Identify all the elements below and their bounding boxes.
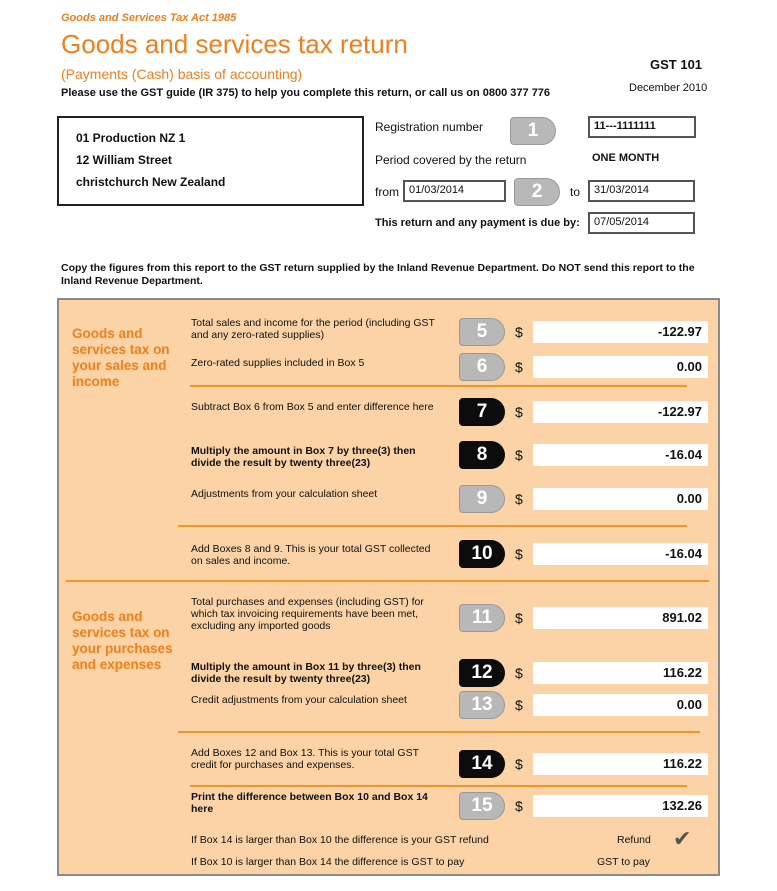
copy-instructions: Copy the figures from this report to the GST return supplied by the Inland Revenue Department. Do NOT send this report to the Inland Revenue Department.	[61, 262, 695, 287]
registration-label: Registration number	[375, 120, 484, 134]
box-8-amount[interactable]: -16.04	[533, 444, 708, 466]
address-line-3: christchurch New Zealand	[76, 175, 226, 189]
accounting-basis: (Payments (Cash) basis of accounting)	[61, 66, 303, 82]
divider	[178, 525, 687, 527]
purchases-section-heading: Goods and services tax on your purchases and expenses	[72, 609, 173, 672]
box-13-description: Credit adjustments from your calculation sheet	[191, 694, 407, 706]
box-15-marker: 15	[459, 792, 505, 820]
address-line-2: 12 William Street	[76, 153, 172, 167]
box-15-amount[interactable]: 132.26	[533, 795, 708, 817]
box-7-marker: 7	[459, 398, 505, 426]
divider	[190, 785, 687, 787]
form-code: GST 101	[650, 57, 703, 72]
period-to-field[interactable]: 31/03/2014	[588, 180, 695, 202]
pay-note: If Box 10 is larger than Box 14 the difference is GST to pay	[191, 856, 465, 868]
box-8-description: Multiply the amount in Box 7 by three(3) then divide the result by twenty three(23)	[191, 445, 416, 469]
box-14-amount[interactable]: 116.22	[533, 753, 708, 775]
box-6-description: Zero-rated supplies included in Box 5	[191, 357, 365, 369]
address-line-1: 01 Production NZ 1	[76, 131, 186, 145]
form-date: December 2010	[629, 82, 708, 94]
period-from-field[interactable]: 01/03/2014	[403, 180, 506, 202]
box-7-amount[interactable]: -122.97	[533, 401, 708, 423]
refund-check-icon: ✔	[673, 826, 692, 851]
box-10-description: Add Boxes 8 and 9. This is your total GST collected on sales and income.	[191, 543, 431, 567]
box-11-amount[interactable]: 891.02	[533, 607, 708, 629]
box-9-marker: 9	[459, 485, 505, 513]
box-9-description: Adjustments from your calculation sheet	[191, 488, 378, 500]
box-13-marker: 13	[459, 691, 505, 719]
section-divider	[66, 580, 709, 582]
box-12-amount[interactable]: 116.22	[533, 662, 708, 684]
box-7-description: Subtract Box 6 from Box 5 and enter difference here	[191, 401, 434, 413]
period-type: ONE MONTH	[592, 152, 660, 164]
from-label: from	[375, 185, 399, 199]
box-2-marker: 2	[514, 178, 560, 206]
page-title: Goods and services tax return	[61, 29, 408, 59]
box-6-marker: 6	[459, 353, 505, 381]
divider	[190, 385, 687, 387]
box-9-amount[interactable]: 0.00	[533, 488, 708, 510]
box-11-description: Total purchases and expenses (including GST) for which tax invoicing requirements have been met, excluding any imported goods	[191, 596, 424, 632]
currency-symbol: $	[515, 359, 523, 375]
sales-section-heading: Goods and services tax on your sales and income	[72, 326, 170, 389]
currency-symbol: $	[515, 798, 523, 814]
box-5-description: Total sales and income for the period (including GST and any zero-rated supplies)	[191, 317, 435, 341]
box-5-amount[interactable]: -122.97	[533, 321, 708, 343]
currency-symbol: $	[515, 610, 523, 626]
box-14-description: Add Boxes 12 and Box 13. This is your total GST credit for purchases and expenses.	[191, 747, 419, 771]
currency-symbol: $	[515, 404, 523, 420]
divider	[178, 731, 700, 733]
act-reference: Goods and Services Tax Act 1985	[61, 12, 237, 24]
box-1-marker: 1	[510, 117, 556, 145]
currency-symbol: $	[515, 665, 523, 681]
box-12-description: Multiply the amount in Box 11 by three(3) then divide the result by twenty three(23)	[191, 661, 421, 685]
address-box	[57, 116, 364, 206]
box-12-marker: 12	[459, 659, 505, 687]
registration-number-field[interactable]: 11---1111111	[588, 116, 696, 138]
period-label: Period covered by the return	[375, 153, 527, 167]
box-5-marker: 5	[459, 318, 505, 346]
due-date-field[interactable]: 07/05/2014	[588, 212, 695, 234]
box-13-amount[interactable]: 0.00	[533, 694, 708, 716]
currency-symbol: $	[515, 546, 523, 562]
currency-symbol: $	[515, 756, 523, 772]
box-6-amount[interactable]: 0.00	[533, 356, 708, 378]
pay-label: GST to pay	[597, 856, 650, 868]
currency-symbol: $	[515, 447, 523, 463]
box-15-description: Print the difference between Box 10 and Box 14 here	[191, 791, 428, 815]
currency-symbol: $	[515, 491, 523, 507]
box-10-amount[interactable]: -16.04	[533, 543, 708, 565]
box-8-marker: 8	[459, 441, 505, 469]
box-14-marker: 14	[459, 750, 505, 778]
refund-note: If Box 14 is larger than Box 10 the difference is your GST refund	[191, 834, 489, 846]
to-label: to	[570, 185, 581, 199]
box-10-marker: 10	[459, 540, 505, 568]
currency-symbol: $	[515, 324, 523, 340]
currency-symbol: $	[515, 697, 523, 713]
refund-label: Refund	[617, 834, 651, 846]
help-text: Please use the GST guide (IR 375) to help you complete this return, or call us on 0800 377 776	[61, 87, 551, 99]
box-11-marker: 11	[459, 604, 505, 632]
due-label: This return and any payment is due by:	[375, 217, 580, 229]
